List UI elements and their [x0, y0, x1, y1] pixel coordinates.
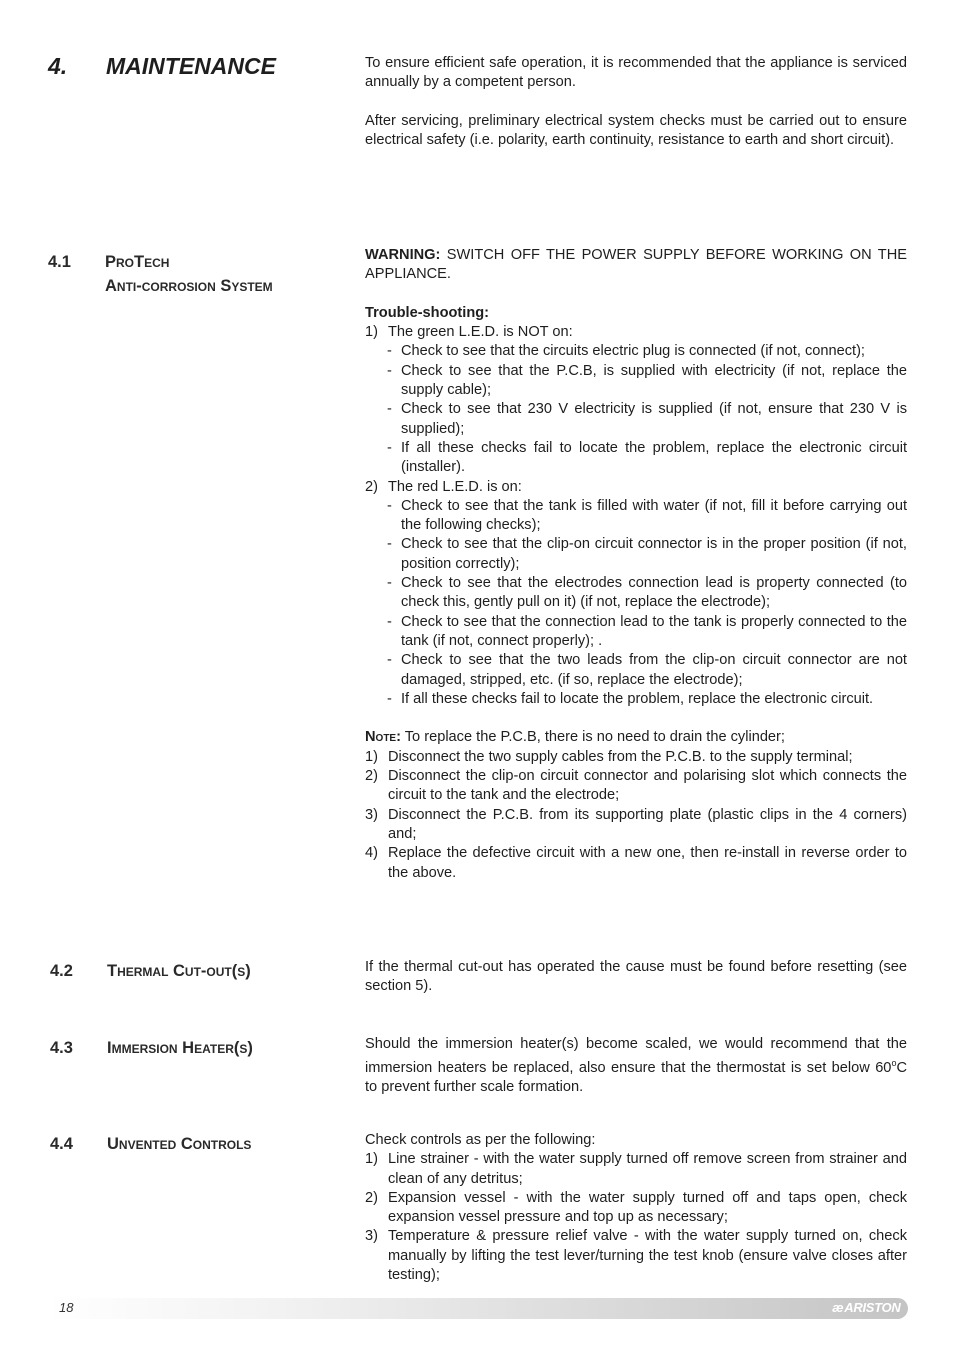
list-item: 1) Line strainer - with the water supply turned off remove screen from strainer and clean of any detritus; — [365, 1151, 907, 1187]
list-item: - Check to see that the P.C.B, is supplied with electricity (if not, replace the supply cable); — [387, 362, 907, 399]
list-item: - Check to see that the electrodes connection lead is property connected (to check this, gently pull on it) (if not, replace the electrode); — [387, 575, 907, 611]
list-item: - Check to see that the connection lead to the tank is properly connected to the tank (if not, connect properly); . — [387, 613, 907, 649]
ariston-logo — [832, 1300, 900, 1315]
list-item: 3) Disconnect the P.C.B. from its supporting plate (plastic clips in the 4 corners) and; — [365, 806, 907, 842]
warning-label: WARNING: — [365, 247, 441, 263]
section-number: 4. — [48, 53, 68, 79]
list-item: 2) Expansion vessel - with the water supply turned off and taps open, check expansion vessel pressure and top up as necessary; — [365, 1189, 907, 1226]
note-text: Note: To replace the P.C.B, there is no need to drain the cylinder; — [365, 729, 785, 746]
list-item: - If all these checks fail to locate the problem, replace the electronic circuit (installer). — [387, 439, 907, 476]
section-4-4-body — [365, 1131, 907, 1285]
list-item: 1) The green L.E.D. is NOT on: — [365, 324, 573, 341]
section-number: 4.4 — [50, 1135, 73, 1153]
warning-text: WARNING: SWITCH OFF THE POWER SUPPLY BEFORE WORKING ON THE APPLIANCE. — [365, 247, 907, 283]
trouble-heading: Trouble-shooting: — [365, 304, 490, 321]
page-number: 18 — [59, 1300, 74, 1315]
section-heading-4-3 — [50, 1036, 330, 1060]
section-title: Unvented Controls — [107, 1135, 252, 1153]
page-title — [48, 53, 276, 80]
list-item: - If all these checks fail to locate the problem, replace the electronic circuit. — [387, 690, 874, 707]
list-item: - Check to see that the tank is filled with water (if not, fill it before carrying out the following checks); — [387, 497, 907, 534]
section-text: If the thermal cut-out has operated the cause must be found before resetting (see section 5). — [365, 959, 907, 995]
list-item: 3) Temperature & pressure relief valve - with the water supply turned on, check manually by lifting the test lever/turning the test knob (ensure valve closes after testing); — [365, 1228, 907, 1284]
footer-bar — [48, 1298, 908, 1319]
list-item: - Check to see that the clip-on circuit connector is in the proper position (if not, position correctly); — [387, 536, 907, 572]
list-item: 2) Disconnect the clip-on circuit connector and polarising slot which connects the circuit to the tank and the electrode; — [365, 768, 907, 804]
section-text: Should the immersion heater(s) become scaled, we would recommend that the immersion heaters be replaced, also ensure that the thermostat is set below 60$^o$C to prevent further scale formation. — [365, 1036, 907, 1096]
intro-paragraph: After servicing, preliminary electrical system checks must be carried out to ensure electrical safety (i.e. polarity, earth continuity, resistance to earth and short circuit). — [365, 112, 907, 149]
section-title: ProTech — [105, 253, 170, 271]
section-number: 4.3 — [50, 1039, 73, 1057]
intro-paragraph: To ensure efficient safe operation, it is recommended that the appliance is serviced annually by a competent person. — [365, 55, 907, 91]
section-heading-4-4 — [50, 1132, 330, 1156]
title-text: MAINTENANCE — [106, 53, 276, 79]
list-item: - Check to see that 230 V electricity is supplied (if not, ensure that 230 V is supplied); — [387, 401, 907, 437]
section-title: Immersion Heater(s) — [107, 1039, 253, 1057]
list-item: 2) The red L.E.D. is on: — [365, 478, 522, 495]
list-item: 4) Replace the defective circuit with a new one, then re-install in reverse order to the above. — [365, 845, 907, 881]
intro-block — [365, 54, 907, 150]
section-title: Anti-corrosion System — [105, 277, 273, 295]
section-title: Thermal Cut-out(s) — [107, 962, 251, 980]
logo-mark-icon: æ — [832, 1300, 844, 1315]
section-4-3-body — [365, 1035, 907, 1098]
section-number: 4.2 — [50, 962, 73, 980]
section-4-2-body — [365, 958, 907, 997]
list-item: 1) Disconnect the two supply cables from the P.C.B. to the supply terminal; — [365, 748, 853, 765]
logo-text: ARISTON — [844, 1300, 901, 1315]
section-4-1-body — [365, 246, 907, 883]
section-text: Check controls as per the following: — [365, 1132, 596, 1148]
note-label: Note: — [365, 729, 401, 746]
list-item: - Check to see that the two leads from the clip-on circuit connector are not damaged, stripped, etc. (if so, replace the electrode); — [387, 652, 907, 688]
section-heading-4-2 — [50, 959, 330, 983]
section-number: 4.1 — [48, 253, 71, 271]
section-heading-4-1 — [48, 250, 328, 298]
list-item: - Check to see that the circuits electric plug is connected (if not, connect); — [387, 343, 865, 360]
